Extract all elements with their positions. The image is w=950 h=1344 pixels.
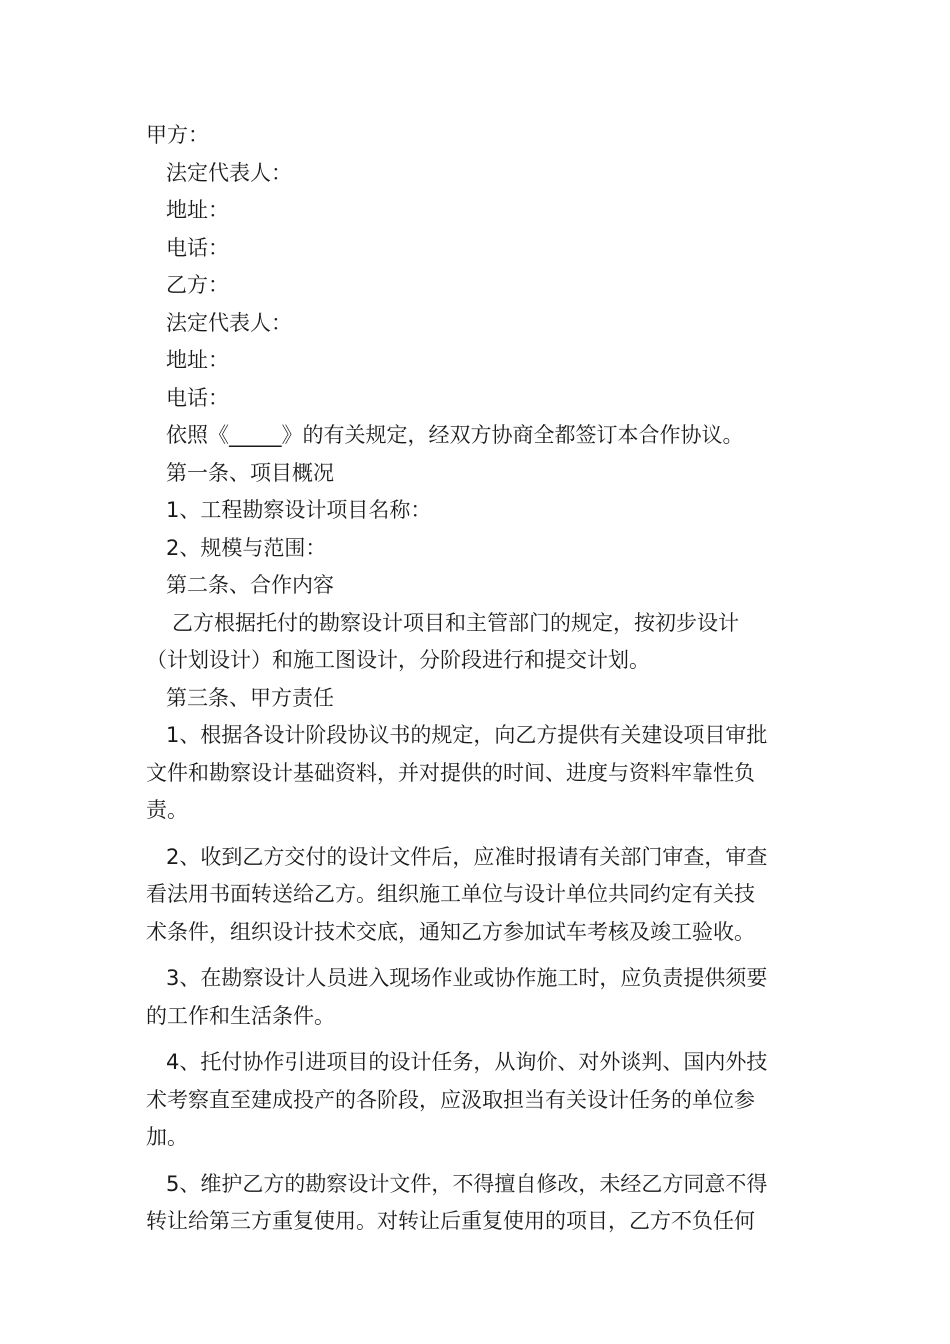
paragraph-line: 2、收到乙方交付的设计文件后，应准时报请有关部门审查，审查 — [166, 844, 768, 869]
preamble — [146, 417, 808, 455]
paragraph-line: 的工作和生活条件。 — [146, 1003, 335, 1028]
paragraph-line: 转让给第三方重复使用。对转让后重复使用的项目，乙方不负任何 — [146, 1209, 755, 1233]
article-3-paragraph-4 — [146, 1044, 808, 1157]
party-b-label: 乙方： — [166, 273, 229, 297]
party-a-phone: 电话： — [166, 235, 229, 260]
preamble-after: 》的有关规定，经双方协商全都签订本合作协议。 — [281, 423, 744, 447]
article-3-paragraph-2 — [146, 839, 808, 952]
paragraph-line: 3、在勘察设计人员进入现场作业或协作施工时，应负责提供须要 — [166, 966, 768, 990]
article-3-title: 第三条、甲方责任 — [166, 685, 334, 710]
article-3-paragraph-3 — [146, 960, 808, 1035]
party-a-representative: 法定代表人： — [166, 160, 292, 185]
paragraph-line: 文件和勘察设计基础资料，并对提供的时间、进度与资料牢靠性负 — [146, 760, 755, 785]
contract-body — [146, 117, 808, 1241]
preamble-blank: _____ — [229, 423, 282, 447]
paragraph-line: 4、托付协作引进项目的设计任务，从询价、对外谈判、国内外技 — [166, 1050, 768, 1074]
article-2-text-line-2: （计划设计）和施工图设计，分阶段进行和提交计划。 — [146, 648, 650, 672]
party-b-representative: 法定代表人： — [166, 310, 292, 335]
article-2-text-line-1: 乙方根据托付的勘察设计项目和主管部门的规定，按初步设计 — [172, 610, 739, 635]
article-1-item-2: 2、规模与范围： — [166, 535, 327, 560]
paragraph-line: 1、根据各设计阶段协议书的规定，向乙方提供有关建设项目审批 — [166, 723, 768, 747]
article-2-title: 第二条、合作内容 — [166, 573, 334, 597]
paragraph-line: 术考察直至建成投产的各阶段，应汲取担当有关设计任务的单位参 — [146, 1087, 755, 1112]
article-3-paragraph-1 — [146, 717, 808, 830]
paragraph-line: 责。 — [146, 798, 188, 822]
paragraph-line: 5、维护乙方的勘察设计文件，不得擅自修改，未经乙方同意不得 — [166, 1171, 768, 1196]
party-b-address: 地址： — [166, 348, 229, 372]
article-1-title: 第一条、项目概况 — [166, 460, 334, 485]
article-1-item-1: 1、工程勘察设计项目名称： — [166, 498, 432, 522]
party-b-phone: 电话： — [166, 385, 229, 410]
preamble-before: 依照《 — [166, 423, 229, 447]
paragraph-line: 术条件，组织设计技术交底，通知乙方参加试车考核及竣工验收。 — [146, 919, 755, 944]
party-a-label: 甲方： — [146, 123, 209, 147]
paragraph-line: 看法用书面转送给乙方。组织施工单位与设计单位共同约定有关技 — [146, 882, 755, 906]
paragraph-line: 加。 — [146, 1125, 188, 1149]
party-a-address: 地址： — [166, 198, 229, 222]
article-3-paragraph-5 — [146, 1166, 808, 1241]
